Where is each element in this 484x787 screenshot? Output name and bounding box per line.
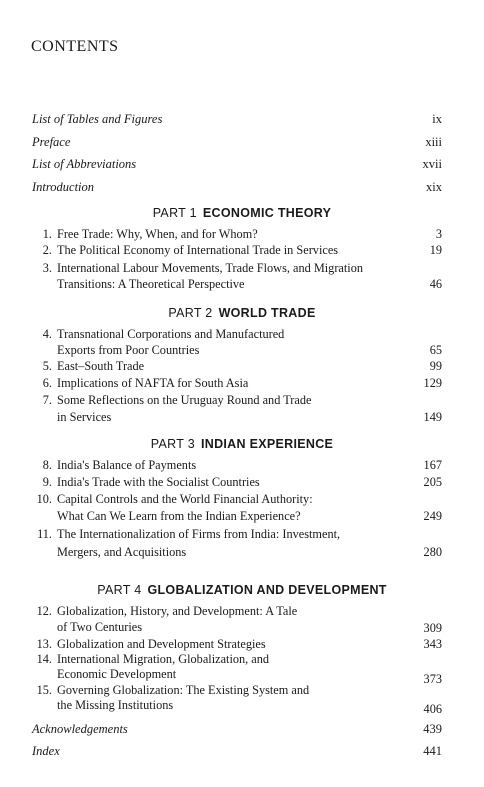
page-number: 149 <box>423 410 442 424</box>
page-number: 309 <box>423 621 442 635</box>
front-entry[interactable] <box>32 157 442 172</box>
page-number: 99 <box>429 359 442 373</box>
part-heading <box>0 206 484 220</box>
page-number: 205 <box>423 475 442 489</box>
back-entry[interactable] <box>32 744 442 759</box>
chapter-title-cont: of Two Centuries <box>57 620 142 634</box>
chapter-title: Implications of NAFTA for South Asia <box>57 376 249 390</box>
chapter-number: 3. <box>42 261 52 275</box>
page-number: 373 <box>423 672 442 686</box>
chapter-title: Capital Controls and the World Financial Authority: <box>57 492 313 506</box>
page-number: 343 <box>423 637 442 651</box>
entry-title: Index <box>32 744 60 758</box>
page-number: 249 <box>423 509 442 523</box>
entry-title: Acknowledgements <box>32 722 128 736</box>
chapter-entry[interactable] <box>32 327 442 359</box>
page-number: 3 <box>435 227 442 241</box>
chapter-title-cont: What Can We Learn from the Indian Experience? <box>57 509 301 523</box>
chapter-title-cont: in Services <box>57 410 112 424</box>
chapter-entry[interactable] <box>32 261 442 293</box>
part-label: PART 4 <box>97 583 142 597</box>
chapter-title: International Labour Movements, Trade Flows, and Migration <box>57 261 364 275</box>
chapter-title: India's Balance of Payments <box>57 458 197 472</box>
chapter-title: India's Trade with the Socialist Countries <box>57 475 260 489</box>
chapter-number: 9. <box>42 475 52 489</box>
chapter-title: Free Trade: Why, When, and for Whom? <box>57 227 258 241</box>
chapter-entry[interactable] <box>32 492 442 524</box>
chapter-title-cont: Economic Development <box>57 667 177 681</box>
front-entry[interactable] <box>32 135 442 150</box>
page-number: 129 <box>423 376 442 390</box>
entry-title: List of Abbreviations <box>32 157 137 171</box>
chapter-number: 4. <box>42 327 52 341</box>
part-label: PART 2 <box>168 306 213 320</box>
chapter-number: 14. <box>36 652 52 666</box>
chapter-number: 11. <box>37 527 52 541</box>
part-label: PART 1 <box>152 206 197 220</box>
page-number: 280 <box>423 545 442 559</box>
page-number: 441 <box>423 744 442 758</box>
chapter-number: 15. <box>36 683 52 697</box>
page-number: 65 <box>429 343 442 357</box>
chapter-title-cont: Exports from Poor Countries <box>57 343 200 357</box>
part-heading <box>0 583 484 597</box>
chapter-title-cont: Transitions: A Theoretical Perspective <box>57 277 245 291</box>
part-label: PART 3 <box>150 437 195 451</box>
part-heading <box>0 437 484 451</box>
chapter-title: Some Reflections on the Uruguay Round and Trade <box>57 393 312 407</box>
page-number: ix <box>432 112 442 126</box>
part-title: ECONOMIC THEORY <box>202 206 332 220</box>
chapter-number: 6. <box>42 376 52 390</box>
part-title: GLOBALIZATION AND DEVELOPMENT <box>147 583 387 597</box>
page-number: xix <box>426 180 442 194</box>
page-number: 406 <box>423 702 442 716</box>
back-entry[interactable] <box>32 722 442 737</box>
chapter-title: The Political Economy of International Trade in Services <box>57 243 339 257</box>
page-number: xiii <box>425 135 442 149</box>
chapter-entry[interactable] <box>32 604 442 636</box>
entry-title: Introduction <box>32 180 95 194</box>
chapter-title: Transnational Corporations and Manufactured <box>57 327 285 341</box>
chapter-title: Governing Globalization: The Existing System and <box>57 683 310 697</box>
part-title: WORLD TRADE <box>218 306 316 320</box>
chapter-number: 8. <box>42 458 52 472</box>
chapter-title: East–South Trade <box>57 359 145 373</box>
chapter-title: International Migration, Globalization, and <box>57 652 270 666</box>
entry-title: Preface <box>32 135 71 149</box>
chapter-title-cont: Mergers, and Acquisitions <box>57 545 187 559</box>
chapter-title: Globalization and Development Strategies <box>57 637 266 651</box>
chapter-number: 2. <box>42 243 52 257</box>
page-number: 46 <box>429 277 442 291</box>
chapter-number: 7. <box>42 393 52 407</box>
chapter-number: 12. <box>36 604 52 618</box>
chapter-number: 13. <box>36 637 52 651</box>
chapter-number: 10. <box>36 492 52 506</box>
toc-heading: CONTENTS <box>31 38 119 55</box>
chapter-entry[interactable] <box>32 393 442 425</box>
chapter-entry[interactable] <box>32 527 442 559</box>
chapter-number: 1. <box>42 227 52 241</box>
chapter-title: The Internationalization of Firms from India: Investment, <box>57 527 341 541</box>
front-entry[interactable] <box>32 112 442 127</box>
page-number: xvii <box>422 157 442 171</box>
page-number: 167 <box>423 458 442 472</box>
page-number: 439 <box>423 722 442 736</box>
entry-title: List of Tables and Figures <box>32 112 163 126</box>
chapter-title-cont: the Missing Institutions <box>57 698 174 712</box>
page-number: 19 <box>429 243 442 257</box>
chapter-number: 5. <box>42 359 52 373</box>
part-title: INDIAN EXPERIENCE <box>200 437 334 451</box>
part-heading <box>0 306 484 320</box>
front-entry[interactable] <box>32 180 442 195</box>
chapter-entry[interactable] <box>32 683 442 721</box>
chapter-title: Globalization, History, and Development: A Tale <box>57 604 298 618</box>
